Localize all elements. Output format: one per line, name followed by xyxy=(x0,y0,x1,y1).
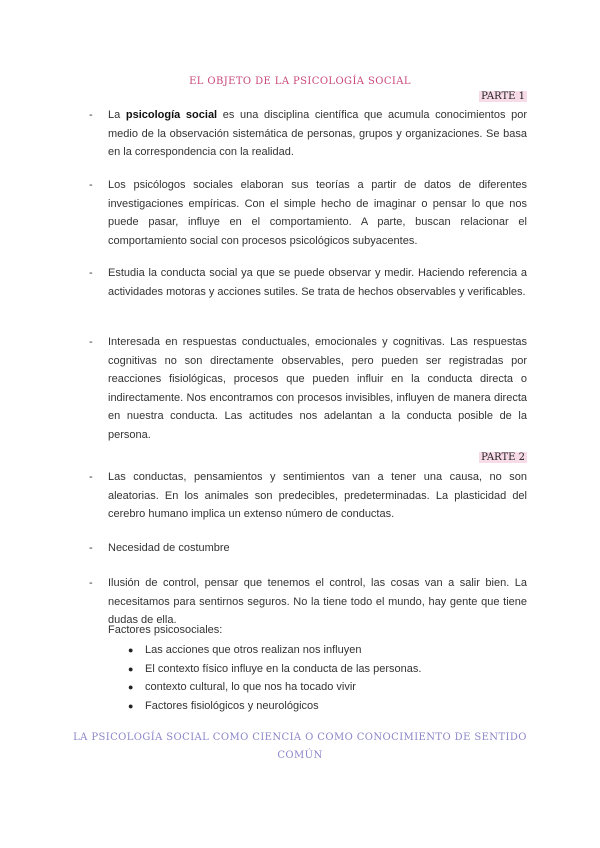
dash-marker: - xyxy=(89,179,93,191)
dash-marker: - xyxy=(89,109,93,121)
list-item: - Ilusión de control, pensar que tenemos el control, las cosas van a salir bien. La necesitamos para sentirnos seguros. No la tiene todo el mundo, hay gente que tiene dudas de ella. xyxy=(91,574,527,630)
list-item: - Necesidad de costumbre xyxy=(91,539,527,558)
parte-1-label: PARTE 1 xyxy=(481,91,525,102)
dash-marker: - xyxy=(89,542,93,554)
bullet-item: ● El contexto físico influye en la conducta de las personas. xyxy=(128,660,421,679)
bold-term: psicología social xyxy=(125,109,218,121)
dash-marker: - xyxy=(89,336,93,348)
section-title: LA PSICOLOGÍA SOCIAL COMO CIENCIA O COMO CONOCIMIENTO DE SENTIDO COMÚN xyxy=(73,732,527,761)
parte-2-label: PARTE 2 xyxy=(481,452,525,463)
factores-label: Factores psicosociales: xyxy=(108,624,223,636)
dash-marker: - xyxy=(89,471,93,483)
list-item: - Interesada en respuestas conductuales, emocionales y cognitivas. Las respuestas cognitivas no son directamente observables, pero pueden ser registradas por reacciones fisiológicas, procesos que pueden influir en la conducta directa o indirectamente. Nos encontramos con procesos invisibles, influyen de manera directa en nuestra conducta. Las actitudes nos adelantan a la conducta posible de la persona. xyxy=(91,333,527,444)
dash-marker: - xyxy=(89,267,93,279)
list-item: - La psicología social es una disciplina científica que acumula conocimientos por medio de la observación sistemática de personas, grupos y organizaciones. Se basa en la correspondencia con la realidad. xyxy=(91,106,527,162)
list-item: - Estudia la conducta social ya que se puede observar y medir. Haciendo referencia a actividades motoras y acciones sutiles. Se trata de hechos observables y verificables. xyxy=(91,264,527,301)
page-title: EL OBJETO DE LA PSICOLOGÍA SOCIAL xyxy=(189,76,411,87)
bullet-item: ● contexto cultural, lo que nos ha tocado vivir xyxy=(128,678,421,697)
list-item: - Los psicólogos sociales elaboran sus teorías a partir de datos de diferentes investigaciones empíricas. Con el simple hecho de imaginar o pensar lo que nos puede pasar, influye en el comportamiento. A parte, buscan relacionar el comportamiento social con procesos psicológicos subyacentes. xyxy=(91,176,527,250)
bullet-item: ● Factores fisiológicos y neurológicos xyxy=(128,697,421,716)
factores-list xyxy=(128,641,421,715)
list-item: - Las conductas, pensamientos y sentimientos van a tener una causa, no son aleatorias. En los animales son predecibles, predeterminadas. La plasticidad del cerebro humano implica un extenso número de conductas. xyxy=(91,468,527,524)
bullet-item: ● Las acciones que otros realizan nos influyen xyxy=(128,641,421,660)
dash-marker: - xyxy=(89,577,93,589)
